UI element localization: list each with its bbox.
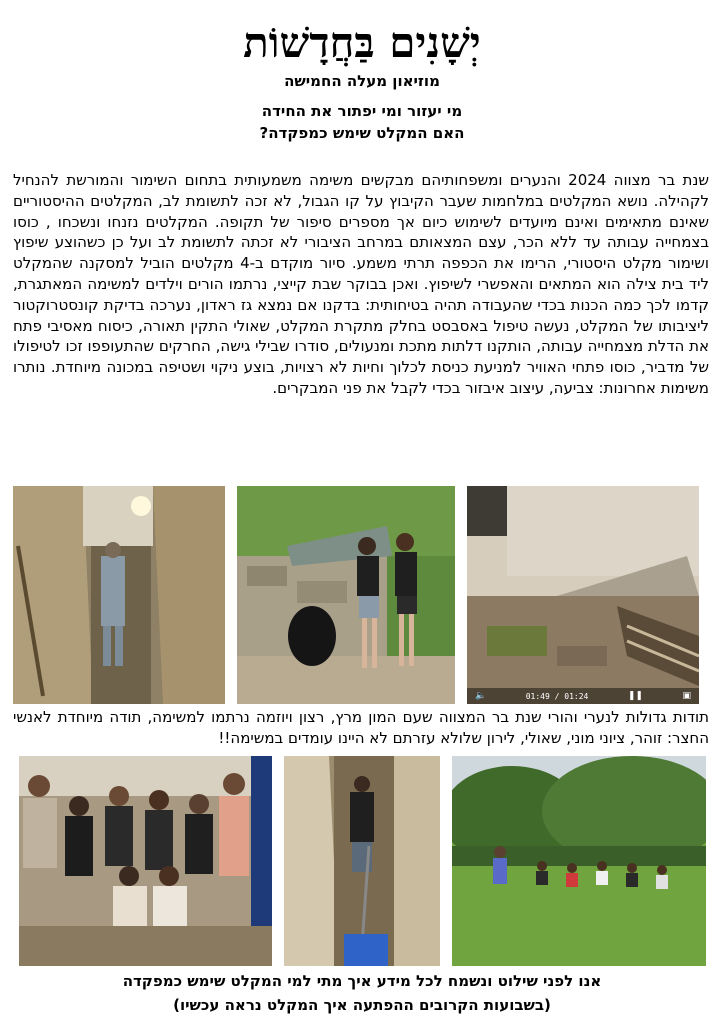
volume-icon[interactable]: 🔈	[475, 691, 487, 701]
closing-request: אנו לפני שילוט ונשמח לכל מידע איך מתי למי המקלט שימש כמפקדה	[122, 972, 602, 990]
video-controls[interactable]	[467, 688, 699, 704]
shelter-interior-video[interactable]	[467, 486, 699, 704]
pause-icon[interactable]: ❚❚	[627, 691, 643, 701]
fullscreen-icon[interactable]: ▣	[682, 691, 691, 701]
group-on-lawn-photo	[452, 756, 706, 966]
closing-teaser: (בשבועות הקרובים ההפתעה איך המקלט נראה עכשיו)	[173, 996, 551, 1014]
corridor-cleaning-photo	[284, 756, 440, 966]
article-body: שנת בר מצווה 2024 והנערים ומשפחותיהם מבקשים משימה משמעותית בתחום השימור והמורשת להנחיל לקהילה. נושא המקלטים במלחמות שעבר הקיבוץ על קו הגבול, לא זכה לתשומת לב, המקלטים ההיסטוריים שאינם מתאימים ואינם מיועדים לשימוש כיום אך מספרים סיפור של תקופה. המקלטים נזנחו ונשכחו , כוסו בצמחייה עבותה עד ללא הכר, עצם המצאותם במרחב הציבורי לא זכתה לתשומת לב ועל כן כשהוצע שיפוץ ושימור מקלט היסטורי, הרימו את הכפפה תרתי משמע. סיור מוקדם ב-4 מקלטים הוביל למסקנה שהמקלט ליד בית צילה הוא המתאים והאפשרי לשיפוץ. ואכן בבוקר שבת קייצי, נרתמו הורים וילדים למשימה המאתגרת, קדמו לכך כמה הכנות בכדי שהעבודה תהיה בטיחותית: בדקנו אם נמצא גז ראדון, נערכה בדיקת קונסטרוקטור ליציבותו של המקלט, נעשה טיפול באסבסט בחלק מתקרת המקלט, שאולי התקין תאורה, כיסוח מאסיבי פתח את הדלת מצמחייה עבותה, הותקנו דלתות מתכת ומנעולים, סודרו שבילי גישה, החרקים שהתעופפו זכו לטיפולו של מדביר, כוסו פתחי האוויר למניעת כניסת לכלוך וחיות לא רצויות, בוצע ניקוי ושטיפה במכונה מיוחדת. נותרו משימות אחרונות: צביעה, עיצוב איבזור בכדי לקבל את פני המבקרים.	[13, 171, 709, 397]
cleanup-volunteers-photo	[237, 486, 455, 704]
riddle-question: מי יעזור ומי יפתור את החידה	[261, 102, 463, 120]
newsletter-title: יְשָׁנִים בַּחֲדָשׁוֹת	[243, 18, 481, 67]
museum-name: מוזיאון מעלה החמישה	[284, 72, 440, 90]
group-photo-in-shelter	[19, 756, 272, 966]
headquarters-question: האם המקלט שימש כמפקדה?	[259, 124, 465, 142]
video-time-display: 01:49 / 01:24	[525, 691, 589, 701]
thanks-paragraph: תודות גדולות לנערי והורי שנת בר המצווה שעם המון מרץ, רצון ויוזמה נרתמו למשימה, תודה מיוחדת לאנשי החצר: זוהר, ציוני מוני, שאולי, לירון שלולא עזרתם לא היינו עומדים במשימה!!	[13, 708, 709, 747]
shelter-corridor-photo	[13, 486, 225, 704]
